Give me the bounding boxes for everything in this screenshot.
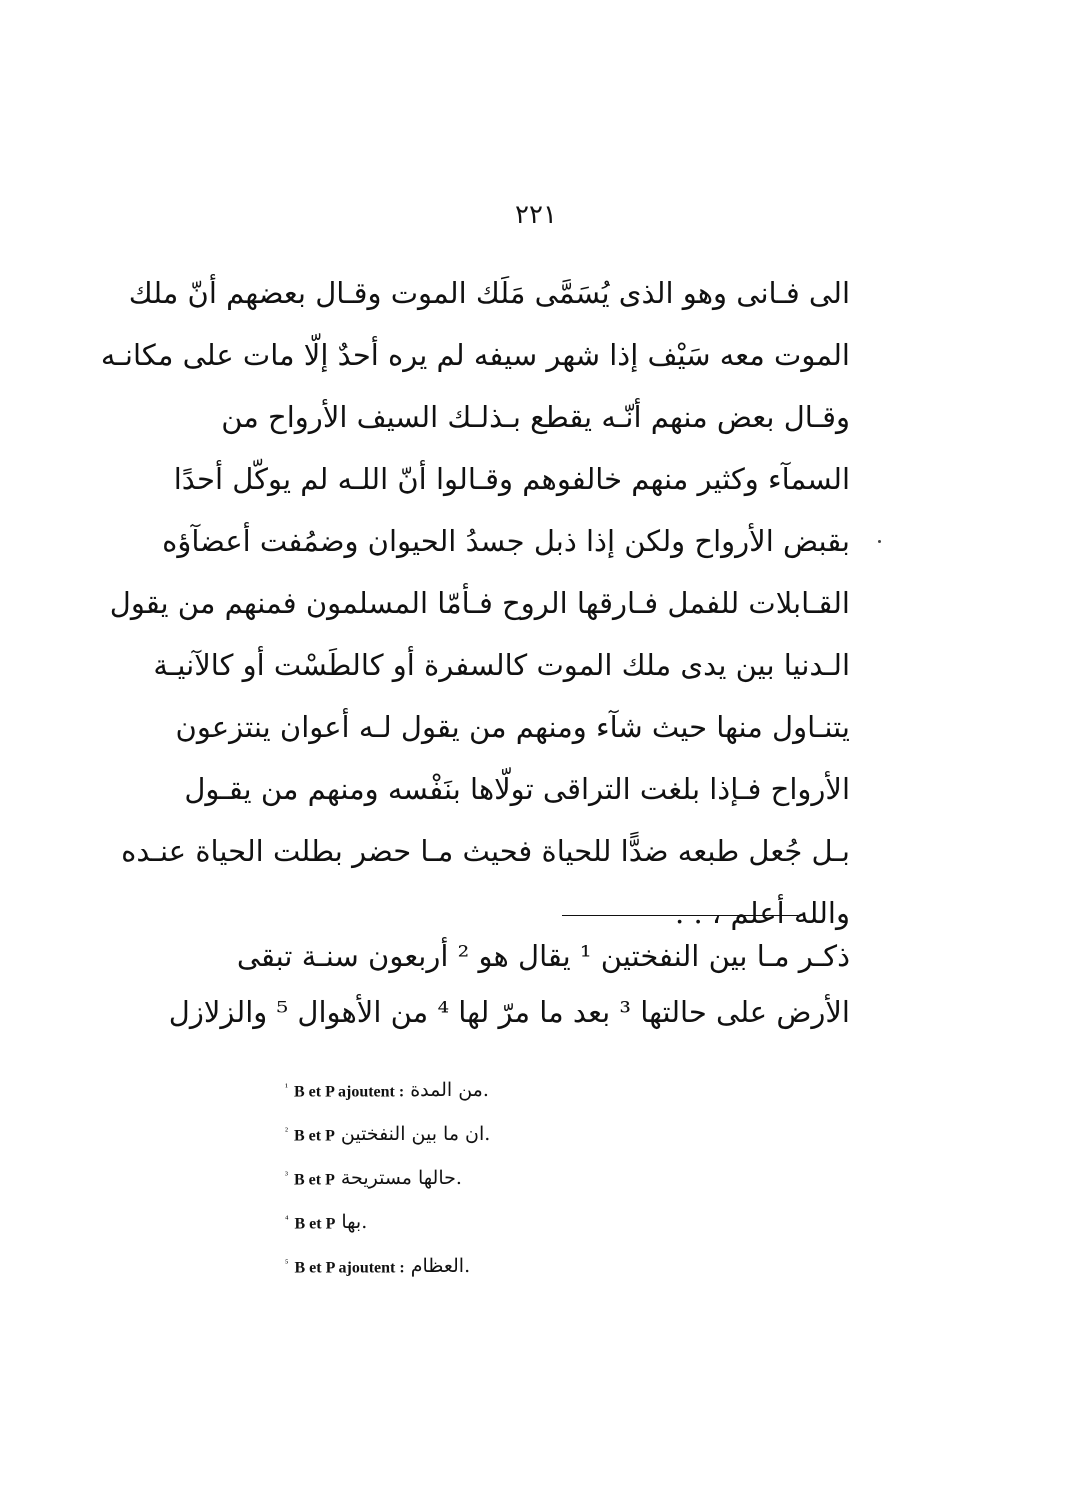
footnote-arabic: .بها bbox=[341, 1211, 368, 1234]
text-line: والله أعلم ، . . bbox=[675, 896, 850, 930]
main-text-block bbox=[100, 262, 850, 944]
footnote-source: B et P ajoutent : bbox=[294, 1083, 405, 1101]
text-line: بقبض الأرواح ولكن إذا ذبل جسدُ الحيوان وضمُفت أعضآؤه bbox=[162, 524, 850, 558]
text-line: الى فـانى وهو الذى يُسَمَّى مَلَك الموت وقـال بعضهم أنّ ملك bbox=[128, 276, 850, 310]
section-line: الأرض على حالتها ³ بعد ما مرّ لها ⁴ من الأهوال ⁵ والزلازل bbox=[168, 995, 850, 1029]
text-line: الأرواح فـإذا بلغت التراقى تولّاها بنَفْسه ومنهم من يقـول bbox=[184, 772, 850, 806]
footnote bbox=[285, 1154, 705, 1198]
text-line: بـل جُعل طبعه ضدًّا للحياة فحيث مـا حضر بطلت الحياة عنـده bbox=[121, 834, 850, 868]
footnote-arabic: .من المدة bbox=[410, 1079, 489, 1102]
text-line: وقـال بعض منهم أنّـه يقطع بـذلـك السيف الأرواح من bbox=[221, 400, 850, 434]
footnote-arabic: .حالها مستريحة bbox=[340, 1167, 462, 1190]
footnote-arabic: .العظام bbox=[410, 1255, 471, 1278]
footnote bbox=[285, 1066, 705, 1110]
footnote-mark: ⁵ bbox=[285, 1258, 289, 1269]
text-line: السمآء وكثير منهم خالفوهم وقـالوا أنّ اللـه لم يوكّل أحدًا bbox=[173, 462, 850, 496]
section-text-block bbox=[168, 928, 850, 1040]
footnote-source: B et P bbox=[294, 1215, 336, 1233]
text-line: يتنـاول منها حيث شآء ومنهم من يقول لـه أعوان ينتزعون bbox=[175, 710, 850, 744]
footnotes bbox=[285, 1066, 705, 1286]
scan-speck bbox=[878, 540, 881, 543]
section-line: ذكـر مـا بين النفختين ¹ يقال هو ² أربعون سنـة تبقى bbox=[236, 939, 850, 973]
footnote-source: B et P bbox=[294, 1127, 335, 1145]
footnote-mark: ⁴ bbox=[285, 1214, 289, 1225]
section-divider bbox=[562, 915, 798, 916]
footnote-source: B et P bbox=[294, 1171, 335, 1189]
footnote-mark: ¹ bbox=[285, 1082, 288, 1093]
footnote-mark: ² bbox=[285, 1126, 288, 1137]
footnote-arabic: .ان ما بين النفختين bbox=[340, 1123, 491, 1146]
text-line: الموت معه سَيْف إذا شهر سيفه لم يره أحدٌ إلّا مات على مكانـه bbox=[100, 338, 850, 372]
page-number: ٢٢١ bbox=[515, 200, 557, 230]
footnote-mark: ³ bbox=[285, 1170, 288, 1181]
footnote bbox=[285, 1242, 705, 1286]
footnote-source: B et P ajoutent : bbox=[294, 1259, 405, 1277]
text-line: الـدنيا بين يدى ملك الموت كالسفرة أو كالطَسْت أو كالآنيـة bbox=[153, 648, 850, 682]
text-line: القـابلات للفمل فـارقها الروح فـأمّا المسلمون فمنهم من يقول bbox=[109, 586, 850, 620]
footnote bbox=[285, 1198, 705, 1242]
footnote bbox=[285, 1110, 705, 1154]
